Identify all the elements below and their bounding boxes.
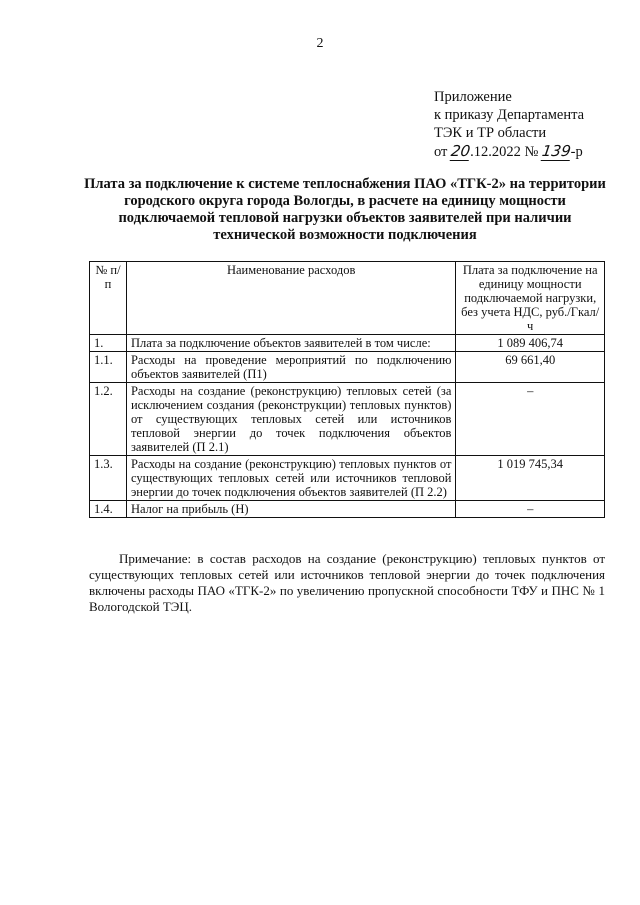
table-header-row	[90, 262, 605, 335]
appendix-line-2: к приказу Департамента	[434, 107, 585, 123]
row-name: Расходы на создание (реконструкцию) тепловых сетей (за исключением создания (реконструкции) тепловых пунктов) от существующих тепловых сетей или источников тепловой энергии до точек подключения объектов заявителей (П 2.1)	[126, 383, 455, 456]
appendix-line-3: ТЭК и ТР области	[434, 125, 547, 141]
date-rest: .12.2022 №	[470, 144, 539, 160]
row-name: Расходы на создание (реконструкцию) тепловых пунктов от существующих тепловых сетей или источников тепловой энергии до точек подключения объектов заявителей (П 2.2)	[126, 456, 455, 501]
document-title: Плата за подключение к системе теплоснабжения ПАО «ТГК-2» на территории городского округа города Вологды, в расчете на единицу мощности подключаемой тепловой нагрузки объектов заявителей при наличии технической возможности подключения	[84, 176, 606, 243]
table-row	[90, 456, 605, 501]
row-name: Расходы на проведение мероприятий по подключению объектов заявителей (П1)	[126, 352, 455, 383]
page-number: 2	[316, 36, 324, 51]
order-suffix: -р	[570, 144, 583, 160]
appendix-date-line	[434, 142, 634, 161]
costs-table	[89, 261, 605, 518]
row-name: Налог на прибыль (Н)	[126, 501, 455, 518]
table-row	[90, 352, 605, 383]
row-num: 1.1.	[90, 352, 127, 383]
table-row	[90, 501, 605, 518]
row-num: 1.3.	[90, 456, 127, 501]
date-prefix: от	[434, 144, 448, 160]
table-row	[90, 383, 605, 456]
row-value: 69 661,40	[456, 352, 605, 383]
appendix-line-1: Приложение	[434, 89, 512, 105]
row-value: –	[456, 501, 605, 518]
note-paragraph: Примечание: в состав расходов на создание (реконструкцию) тепловых пунктов от существующих тепловых сетей или источников тепловой энергии до точек подключения включены расходы ПАО «ТГК-2» по увеличению пропускной способности ТФУ и ПНС № 1 Вологодской ТЭЦ.	[89, 551, 605, 614]
header-name: Наименование расходов	[126, 262, 455, 335]
row-value: 1 089 406,74	[456, 335, 605, 352]
row-name: Плата за подключение объектов заявителей в том числе:	[126, 335, 455, 352]
appendix-block	[434, 88, 634, 161]
table-row	[90, 335, 605, 352]
row-value: 1 019 745,34	[456, 456, 605, 501]
row-num: 1.2.	[90, 383, 127, 456]
handwritten-order-number: 139	[540, 142, 572, 160]
row-num: 1.	[90, 335, 127, 352]
header-num: № п/п	[90, 262, 127, 335]
row-num: 1.4.	[90, 501, 127, 518]
handwritten-day: 20	[449, 142, 472, 160]
row-value: –	[456, 383, 605, 456]
header-value: Плата за подключение на единицу мощности подключаемой нагрузки, без учета НДС, руб./Гкал/ч	[456, 262, 605, 335]
